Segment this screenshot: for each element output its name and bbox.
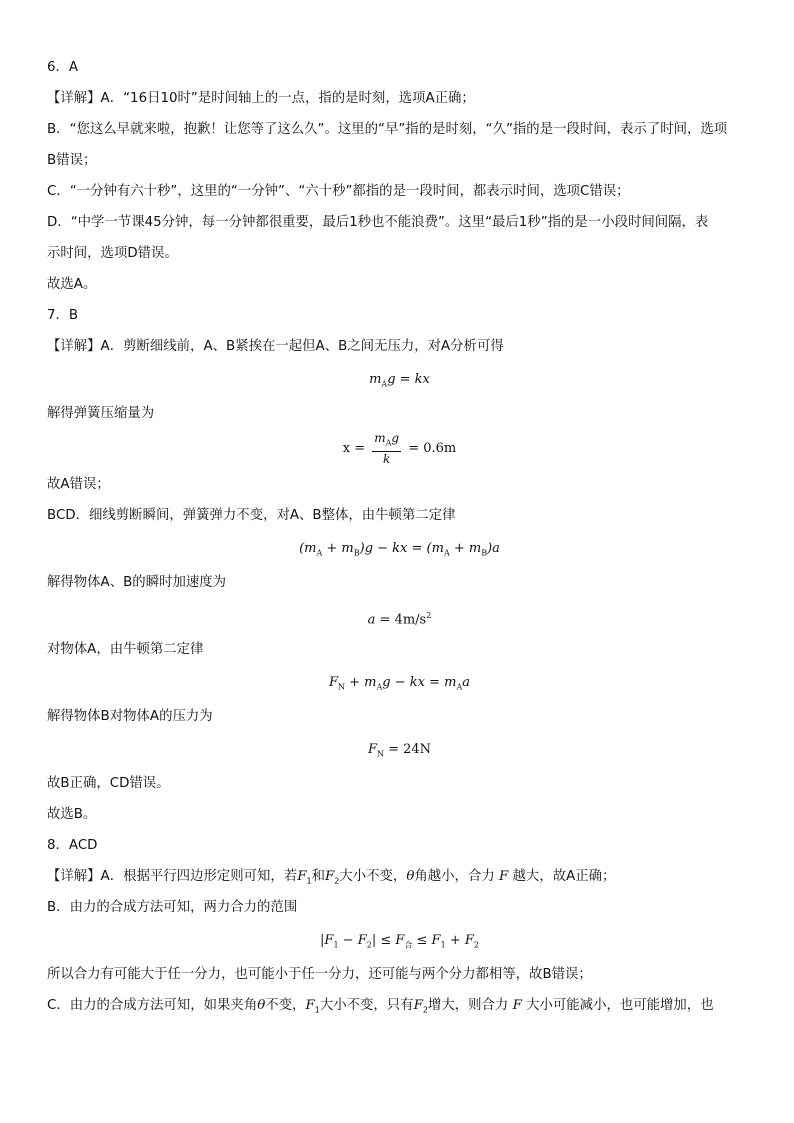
q7-line-4: BCD．细线剪断瞬间，弹簧弹力不变，对A、B整体，由牛顿第二定律 [47,508,456,523]
answer-6: 6．A [47,60,79,75]
q7-line-9: 故选B。 [47,807,97,822]
equation-6-result: = 24N [388,742,432,757]
q6-line-7: 故选A。 [47,277,97,292]
q6-line-1: 【详解】A．“16日10时”是时间轴上的一点，指的是时刻，选项A正确； [47,91,475,106]
q7-line-2: 解得弹簧压缩量为 [47,406,155,421]
equation-4: $a = 4m/s^2$ [367,611,432,628]
equation-2-result: = 0.6m [408,441,457,456]
document-page [47,52,752,1021]
equation-2: x = $\frac{m_Ag}{k}$ = 0.6m [342,431,457,466]
q7-line-8: 故B正确，CD错误。 [47,776,170,791]
q6-line-5: D．“中学一节课45分钟，每一分钟都很重要，最后1秒也不能浪费”。这里“最后1秒”指的是一小段时间间隔，表 [47,215,709,230]
answer-7: 7．B [47,308,79,323]
equation-3: $(m_A + m_B)g$ − kx = $(m_A + m_B)a$ [299,541,500,558]
q6-line-6: 示时间，选项D错误。 [47,246,178,261]
equation-1: $m_Ag$ = kx [369,372,430,389]
equation-7: $|F_1 - F_2| \le F_合 \le F_1 + F_2$ [320,933,479,950]
q7-line-6: 对物体A，由牛顿第二定律 [47,642,204,657]
q7-line-5: 解得物体A、B的瞬时加速度为 [47,575,227,590]
q8-line-4: C．由力的合成方法可知，如果夹角θ不变，$F_1$大小不变，只有$F_2$增大，则合力 F 大小可能减小，也可能增加，也 [47,998,714,1015]
q7-line-3: 故A错误； [47,477,110,492]
equation-6: $F_N = 24N$ [367,742,432,759]
answer-8: 8．ACD [47,838,98,853]
q7-line-7: 解得物体B对物体A的压力为 [47,709,213,724]
q8-line-3: 所以合力有可能大于任一分力，也可能小于任一分力，还可能与两个分力都相等，故B错误； [47,967,592,982]
q6-line-4: C．“一分钟有六十秒”，这里的“一分钟”、“六十秒”都指的是一段时间，都表示时间，选项C错误； [47,184,630,199]
q6-line-2: B．“您这么早就来啦，抱歉！让您等了这么久”。这里的“早”指的是时刻，“久”指的是一段时间，表示了时间，选项 [47,122,728,137]
equation-5: $F_N + m_Ag$ − kx = $m_Aa$ [328,675,471,692]
equation-4-result: = 4m/s [379,612,427,628]
q6-line-3: B错误； [47,153,97,168]
q8-line-1: 【详解】A．根据平行四边形定则可知，若$F_1$和$F_2$大小不变，θ角越小，合力 F 越大，故A正确； [47,869,616,886]
q7-line-1: 【详解】A．剪断细线前，A、B紧挨在一起但A、B之间无压力，对A分析可得 [47,339,504,354]
q8-line-2: B．由力的合成方法可知，两力合力的范围 [47,900,298,915]
